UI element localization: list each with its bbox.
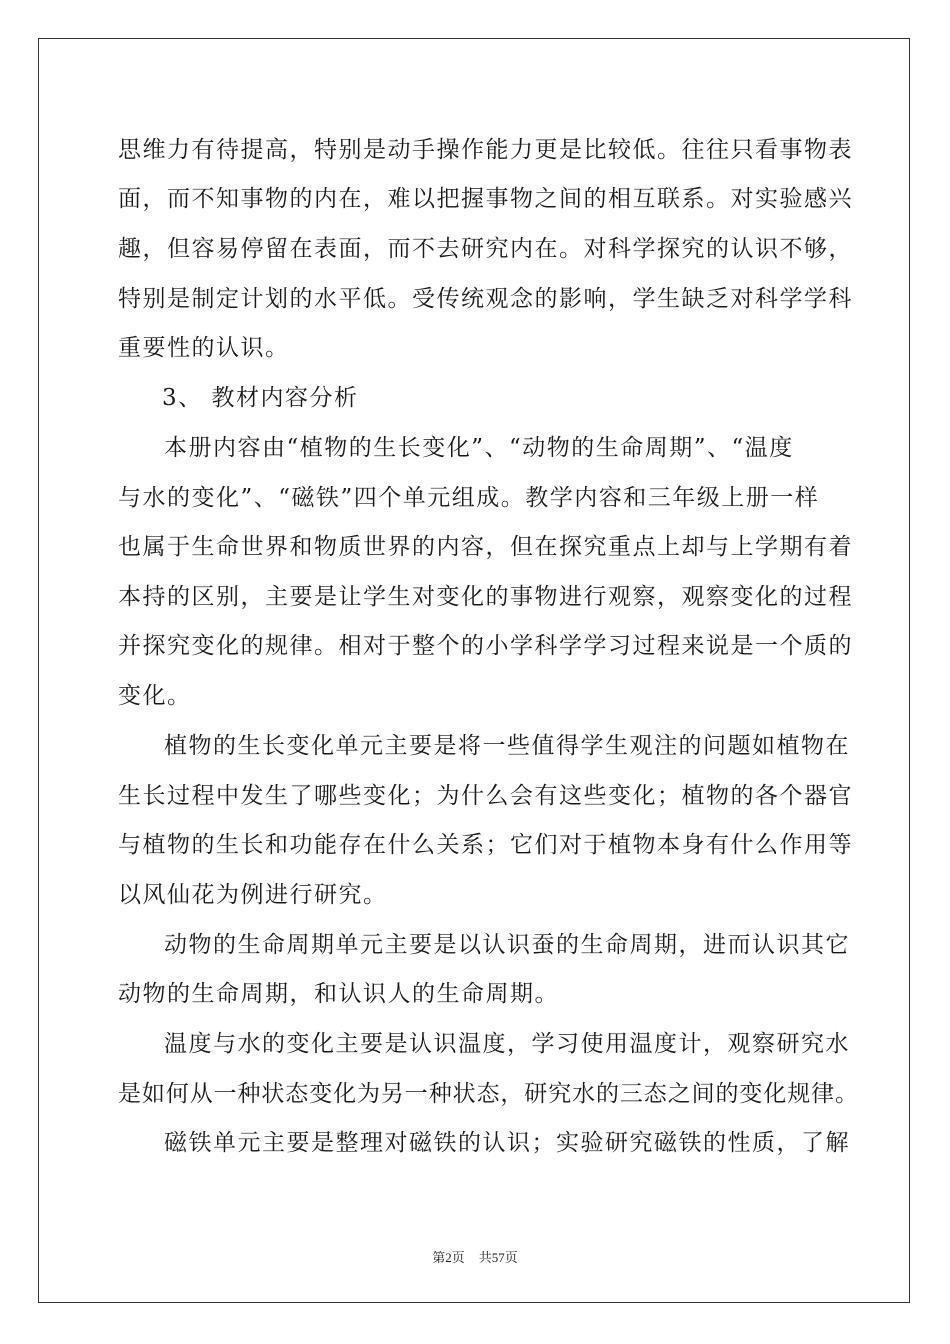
text-line: 重要性的认识。	[118, 335, 290, 361]
paragraph-start: 本册内容由“植物的生长变化”、“动物的生命周期”、“温度	[164, 435, 794, 461]
text-line: 动物的生命周期，和认识人的生命周期。	[118, 981, 559, 1007]
text-line: 思维力有待提高，特别是动手操作能力更是比较低。往往只看事物表	[118, 137, 853, 163]
text-line: 面，而不知事物的内在，难以把握事物之间的相互联系。对实验感兴	[118, 186, 853, 212]
text-line: 特别是制定计划的水平低。受传统观念的影响，学生缺乏对科学学科	[118, 286, 853, 312]
page-footer	[0, 1250, 950, 1266]
text-line: 是如何从一种状态变化为另一种状态，研究水的三态之间的变化规律。	[118, 1081, 859, 1107]
text-line: 与植物的生长和功能存在什么关系；它们对于植物本身有什么作用等	[118, 832, 853, 858]
text-line: 与水的变化”、“磁铁”四个单元组成。教学内容和三年级上册一样	[118, 485, 820, 511]
text-line: 生长过程中发生了哪些变化；为什么会有这些变化；植物的各个器官	[118, 783, 853, 809]
text-line: 趣，但容易停留在表面，而不去研究内在。对科学探究的认识不够，	[118, 236, 853, 262]
text-line: 以风仙花为例进行研究。	[118, 882, 388, 908]
section-heading: 3、 教材内容分析	[162, 385, 359, 411]
text-line: 变化。	[118, 683, 192, 709]
text-line: 也属于生命世界和物质世界的内容，但在探究重点上却与上学期有着	[118, 534, 853, 560]
paragraph-start: 磁铁单元主要是整理对磁铁的认识；实验研究磁铁的性质，了解	[164, 1130, 850, 1156]
page-border	[38, 38, 910, 1303]
paragraph-start: 植物的生长变化单元主要是将一些值得学生观注的问题如植物在	[164, 733, 850, 759]
page-number: 第2页	[432, 1250, 465, 1265]
text-line: 本持的区别，主要是让学生对变化的事物进行观察，观察变化的过程	[118, 584, 853, 610]
total-pages: 共57页	[478, 1250, 518, 1265]
paragraph-start: 动物的生命周期单元主要是以认识蚕的生命周期，进而认识其它	[164, 932, 850, 958]
paragraph-start: 温度与水的变化主要是认识温度，学习使用温度计，观察研究水	[164, 1031, 850, 1057]
text-line: 并探究变化的规律。相对于整个的小学科学学习过程来说是一个质的	[118, 633, 853, 659]
